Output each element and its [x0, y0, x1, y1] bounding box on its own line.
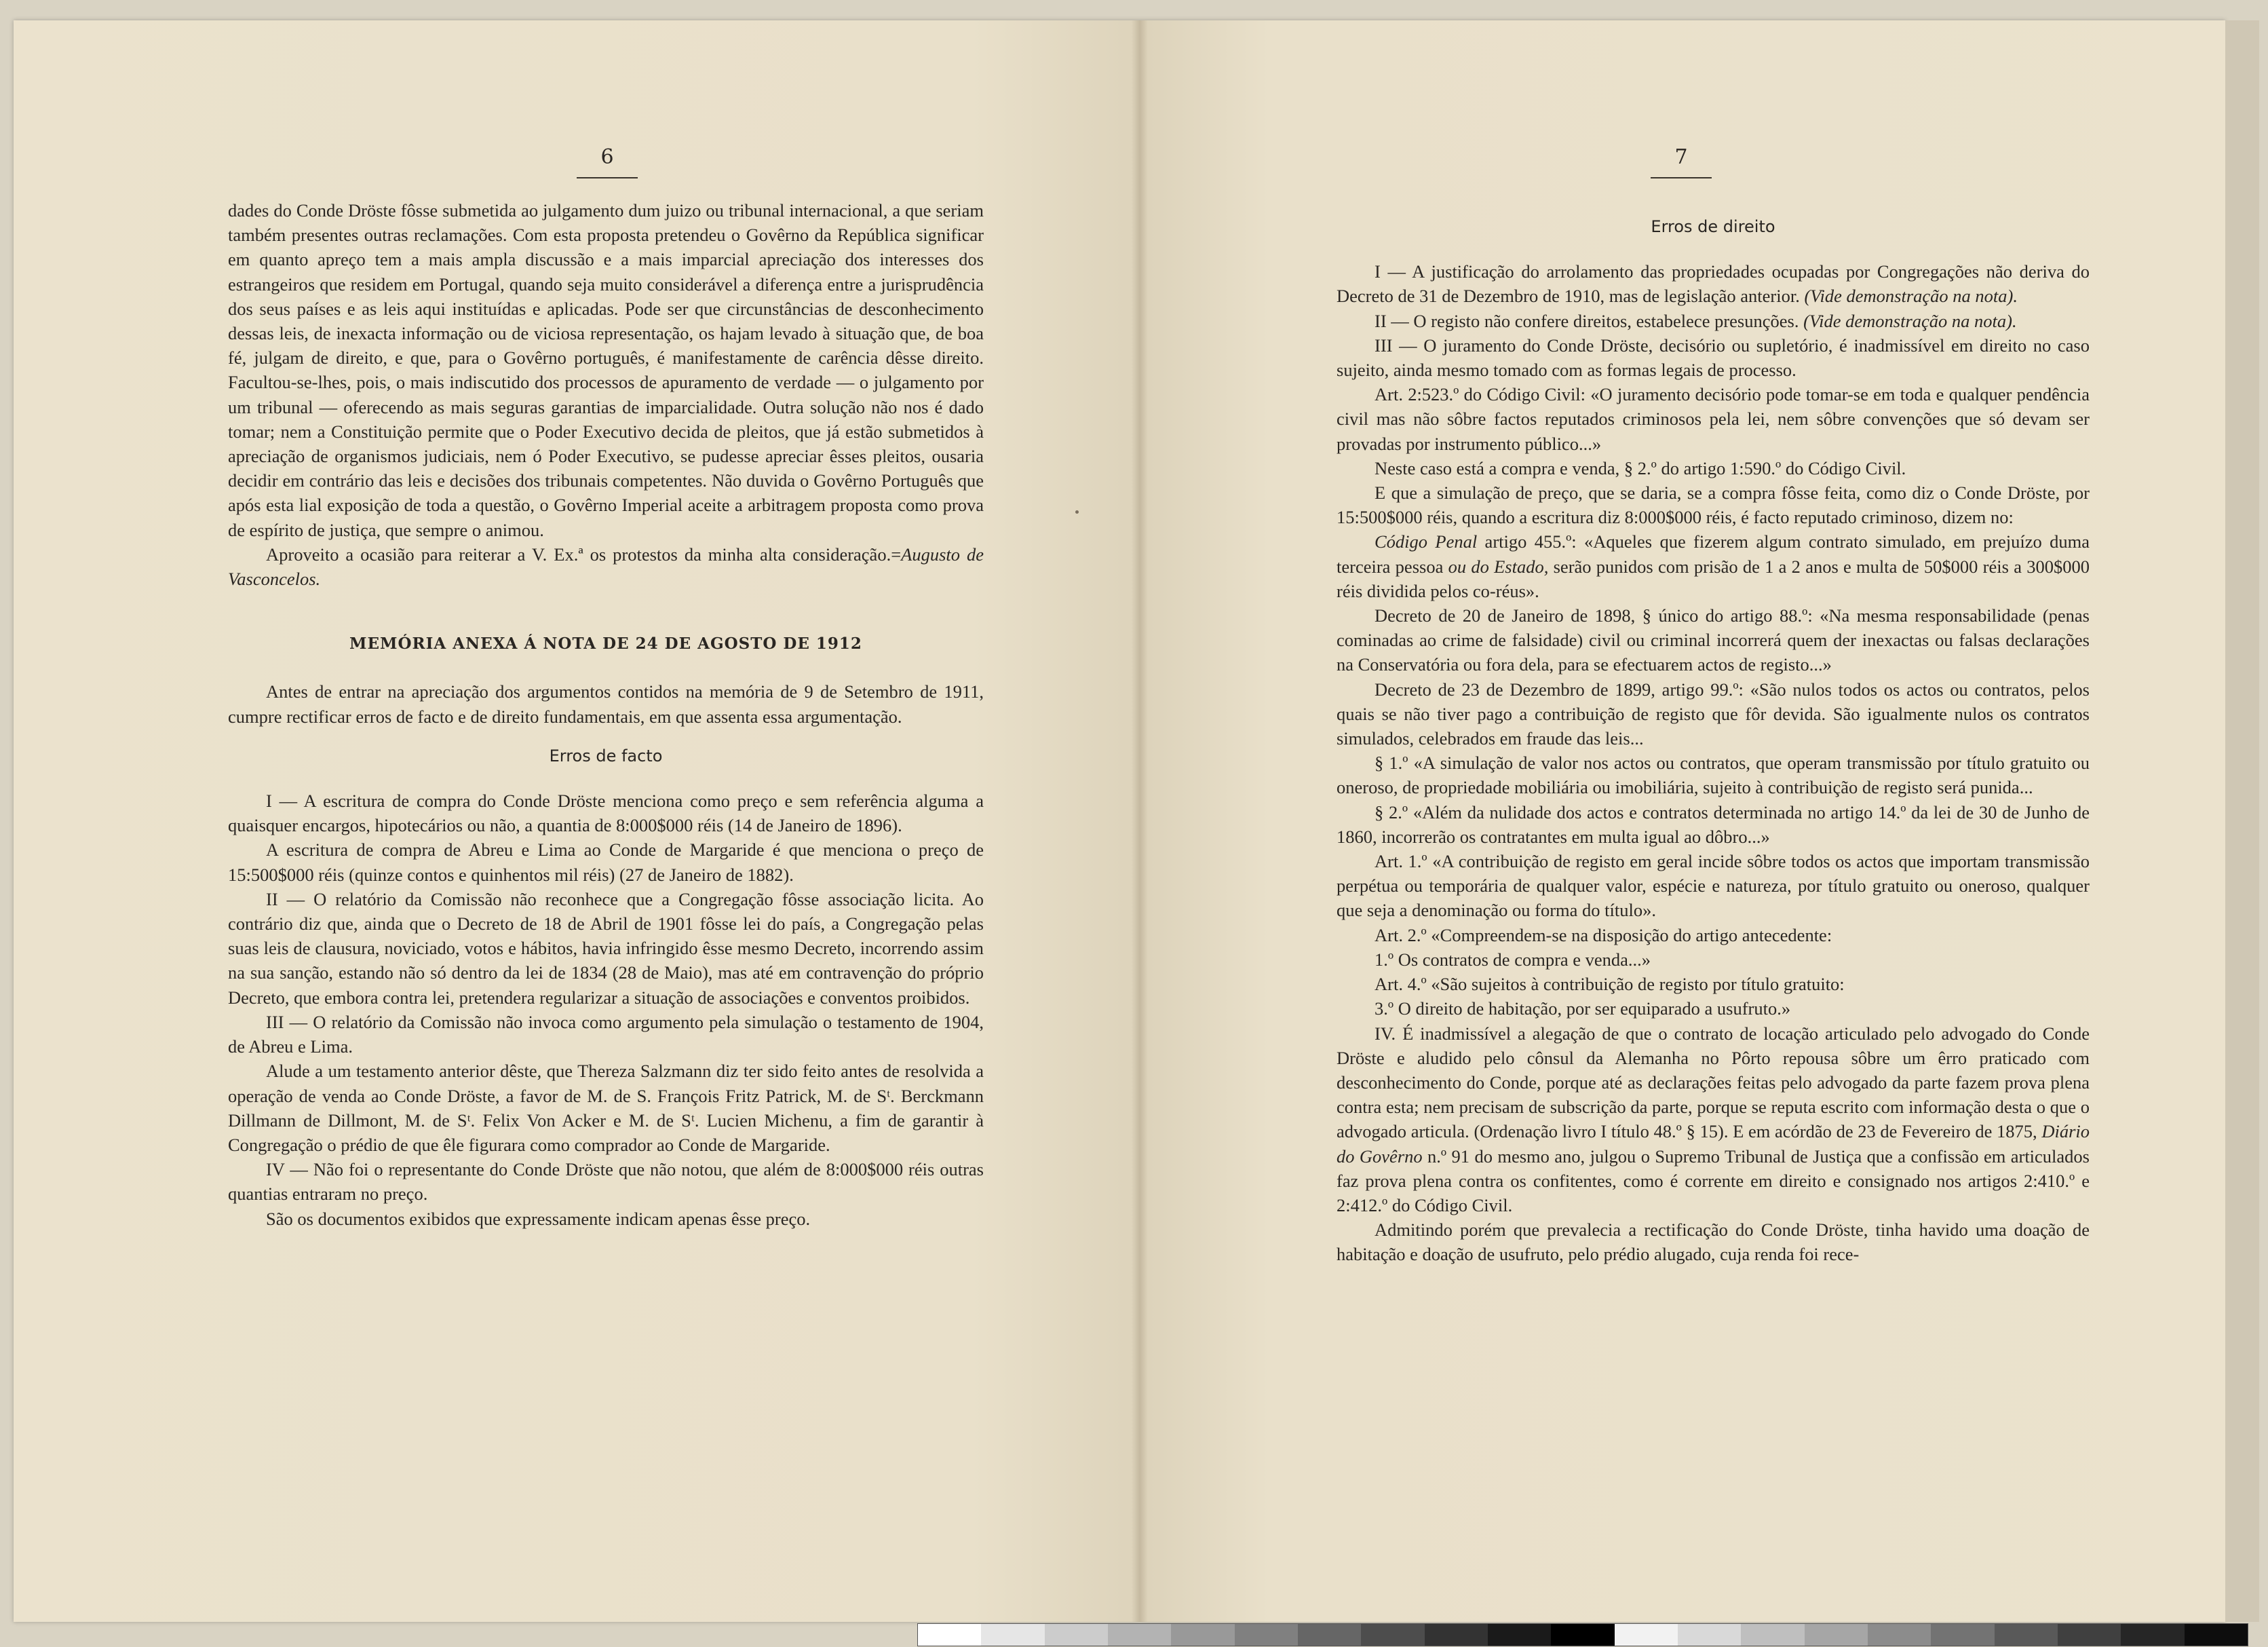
paragraph: A escritura de compra de Abreu e Lima ao Conde de Margaride é que menciona o preço de 15:500$000 réis (quinze contos e quinhentos mil réis) (27 de Janeiro de 1882). — [228, 839, 984, 885]
paragraph: II — O registo não confere direitos, estabelece presunções. (Vide demonstração na nota). — [1375, 310, 2017, 331]
calibration-swatch — [1678, 1624, 1741, 1646]
memoria-heading: MEMÓRIA ANEXA Á NOTA DE 24 DE AGOSTO DE 1912 — [349, 635, 862, 654]
calibration-swatch — [1615, 1624, 1678, 1646]
paragraph: Código Penal artigo 455.º: «Aqueles que fizerem algum contrato simulado, em prejuízo duma terceira pessoa ou do Estado, serão punidos com prisão de 1 a 2 anos e multa de 50$000 réis a 300$000 réis dividida pelos co-réus». — [1337, 531, 2090, 601]
paragraph: I — A justificação do arrolamento das propriedades ocupadas por Congregações não deriva do Decreto de 31 de Dezembro de 1910, mas de legislação anterior. (Vide demonstração na nota). — [1337, 261, 2090, 307]
signature: Augusto de Vasconcelos. — [228, 544, 984, 590]
paragraph: § 2.º «Além da nulidade dos actos e contratos determinada no artigo 14.º da lei de 30 de Junho de 1860, incorrerão os contratantes em multa igual ao dôbro...» — [1337, 801, 2090, 847]
color-calibration-bar — [917, 1623, 2248, 1646]
paragraph: dades do Conde Dröste fôsse submetida ao julgamento dum juizo ou tribunal internacional, a que seriam também presentes outras reclamações. Com esta proposta pretendeu o Govêrno da República significar em quanto apreço tem a mais ampla discussão e a mais imparcial apreciação dos interesses dos estrangeiros que residem em Portugal, quando seja muito considerável a diferença entre a jurisprudência dos seus países e as leis aqui instituídas e aplicadas. Pode ser que circunstâncias de desconhecimento dessas leis, de inexacta informação ou de viciosa representação, os hajam levado à situação que, de boa fé, julgam de direito, e que, para o Govêrno português, é manifestamente de carência dêsse direito. Facultou-se-lhes, pois, o mais indiscutido dos processos de apuramento de verdade — o julgamento por um tribunal — oferecendo as mais seguras garantias de imparcialidade. Outra solução não nos é dado tomar; nem a Constituição permite que o Poder Executivo decida de pleitos, que já estão submetidos à apreciação de organismos judiciais, nem ó Poder Executivo, se pudesse apreciar êsses pleitos, ousaria decidir em contrário das leis e decisões dos tribunais competentes. Não duvida o Govêrno Português que após esta lial exposição de toda a questão, o Govêrno Imperial aceite a arbitragem proposta como prova de espírito de justiça, que sempre o animou. — [228, 200, 984, 540]
calibration-swatch — [1235, 1624, 1298, 1646]
paragraph: Antes de entrar na apreciação dos argumentos contidos na memória de 9 de Setembro de 1911, cumpre rectificar erros de facto e de direito fundamentais, em que assenta essa argumentação. — [228, 681, 984, 727]
erros-de-facto-heading: Erros de facto — [549, 746, 663, 765]
calibration-swatch — [1551, 1624, 1614, 1646]
paragraph: E que a simulação de preço, que se daria, se a compra fôsse feita, como diz o Conde Dröste, por 15:500$000 réis, quando a escritura diz 8:000$000 réis, é facto reputado criminoso, dizem no: — [1337, 482, 2090, 528]
paragraph: II — O relatório da Comissão não reconhece que a Congregação fôsse associação licita. Ao contrário diz que, ainda que o Decreto de 18 de Abril de 1901 fôsse lei do país, a Congregação pelas suas leis de clausura, noviciado, votos e hábitos, havia infringido êsse mesmo Decreto, incorrendo assim na sua sanção, estando não só dentro da lei de 1834 (28 de Maio), mas até em contravenção do próprio Decreto, que embora contra lei, pretendera regularizar a situação de associações e conventos proibidos. — [228, 888, 984, 1008]
calibration-swatch — [1425, 1624, 1488, 1646]
paragraph: 3.º O direito de habitação, por ser equiparado a usufruto.» — [1375, 998, 1791, 1019]
left-page-text — [228, 198, 984, 1231]
calibration-swatch — [2058, 1624, 2121, 1646]
document-spread — [14, 20, 2225, 1622]
paragraph: Decreto de 20 de Janeiro de 1898, § único do artigo 88.º: «Na mesma responsabilidade (penas cominadas ao crime de falsidade) civil ou criminal incorrerá quem der inexactas ou falsas declarações na Conservatória ou fora dela, para se efectuarem actos de registo...» — [1337, 605, 2090, 675]
paper-speck — [1075, 510, 1079, 514]
scan-edge — [2225, 20, 2259, 1622]
page-number-left: 6 — [566, 145, 648, 178]
paragraph: Alude a um testamento anterior dêste, que Thereza Salzmann diz ter sido feito antes de resolvida a operação de venda ao Conde Dröste, a favor de M. de S. François Fritz Patrick, M. de Sᵗ. Berckmann Dillmann de Dillmont, M. de Sᵗ. Felix Von Acker e M. de Sᵗ. Lucien Michenu, a fim de garantir à Congregação o prédio de que êle figurara como comprador ao Conde de Margaride. — [228, 1061, 984, 1155]
calibration-swatch — [1171, 1624, 1234, 1646]
right-page — [1140, 20, 2225, 1622]
paragraph: 1.º Os contratos de compra e venda...» — [1375, 949, 1651, 970]
paragraph: Art. 2:523.º do Código Civil: «O juramento decisório pode tomar-se em toda e qualquer pendência civil mas não sôbre factos reputados criminosos pela lei, nem sôbre convenções que só devam ser provadas por instrumento público...» — [1337, 384, 2090, 454]
calibration-swatch — [1868, 1624, 1931, 1646]
paragraph: Art. 4.º «São sujeitos à contribuição de registo por título gratuito: — [1375, 974, 1845, 995]
calibration-swatch — [1931, 1624, 1994, 1646]
calibration-swatch — [1741, 1624, 1804, 1646]
calibration-swatch — [918, 1624, 981, 1646]
page-number-rule — [577, 177, 638, 178]
page-number-rule — [1651, 177, 1712, 178]
calibration-swatch — [1488, 1624, 1551, 1646]
paragraph: § 1.º «A simulação de valor nos actos ou contratos, que operam transmissão por título gratuito ou oneroso, de propriedade mobiliária ou imobiliária, sujeito à contribuição de registo será punida... — [1337, 753, 2090, 798]
calibration-swatch — [1298, 1624, 1361, 1646]
paragraph: Art. 1.º «A contribuição de registo em geral incide sôbre todos os actos que importam transmissão perpétua ou temporária de qualquer valor, espécie e natureza, por título gratuito ou oneroso, qualquer que seja a denominação ou forma do título». — [1337, 851, 2090, 921]
calibration-swatch — [2121, 1624, 2184, 1646]
paragraph: Neste caso está a compra e venda, § 2.º do artigo 1:590.º do Código Civil. — [1375, 457, 1906, 478]
paragraph: IV. É inadmissível a alegação de que o contrato de locação articulado pelo advogado do Conde Dröste e aludido pelo cônsul da Alemanha no Pôrto repousa sôbre um êrro praticado com desconhecimento do Conde, porque até as declarações feitas pelo advogado da parte fazem prova plena contra esta; nem precisam de subscrição da parte, porque se reputa escrito com informação desta o que o advogado articula. (Ordenação livro I título 48.º § 15). E em acórdão de 23 de Fevereiro de 1875, Diário do Govêrno n.º 91 do mesmo ano, julgou o Supremo Tribunal de Justiça que a confissão em articulados faz prova plena contra os confitentes, como é corrente em direito e consignado nos artigos 2:410.º e 2:412.º do Código Civil. — [1337, 1023, 2090, 1215]
right-page-text — [1337, 214, 2090, 1267]
paragraph: Admitindo porém que prevalecia a rectificação do Conde Dröste, tinha havido uma doação de habitação e doação de usufruto, pelo prédio alugado, cuja renda foi rece- — [1337, 1219, 2090, 1265]
calibration-swatch — [1805, 1624, 1868, 1646]
calibration-swatch — [1361, 1624, 1424, 1646]
paragraph: III — O juramento do Conde Dröste, decisório ou supletório, é inadmissível em direito no caso sujeito, ainda mesmo tomado com as formas legais de processo. — [1337, 335, 2090, 381]
paragraph: III — O relatório da Comissão não invoca como argumento pela simulação o testamento de 1904, de Abreu e Lima. — [228, 1011, 984, 1057]
paragraph: I — A escritura de compra do Conde Dröste menciona como preço e sem referência alguma a quaisquer encargos, hipotecários ou não, a quantia de 8:000$000 réis (14 de Janeiro de 1896). — [228, 791, 984, 836]
paragraph: Decreto de 23 de Dezembro de 1899, artigo 99.º: «São nulos todos os actos ou contratos, pelos quais se não tiver pago a contribuição de registo que fôr devida. São igualmente nulos os contratos simulados, celebrados em fraude das leis... — [1337, 679, 2090, 749]
calibration-swatch — [1045, 1624, 1108, 1646]
paragraph: São os documentos exibidos que expressamente indicam apenas êsse preço. — [266, 1208, 811, 1229]
left-page — [14, 20, 1140, 1622]
page-number-right: 7 — [1640, 145, 1722, 178]
paragraph: Aproveito a ocasião para reiterar a V. Ex.ª os protestos da minha alta consideração.=Augusto de Vasconcelos. — [228, 544, 984, 590]
erros-de-direito-heading: Erros de direito — [1651, 217, 1775, 236]
calibration-swatch — [981, 1624, 1044, 1646]
calibration-swatch — [2185, 1624, 2248, 1646]
calibration-swatch — [1995, 1624, 2058, 1646]
book-gutter — [1132, 20, 1148, 1622]
paragraph: IV — Não foi o representante do Conde Dröste que não notou, que além de 8:000$000 réis outras quantias entraram no preço. — [228, 1159, 984, 1205]
paragraph: Art. 2.º «Compreendem-se na disposição do artigo antecedente: — [1375, 924, 1832, 945]
calibration-swatch — [1108, 1624, 1171, 1646]
